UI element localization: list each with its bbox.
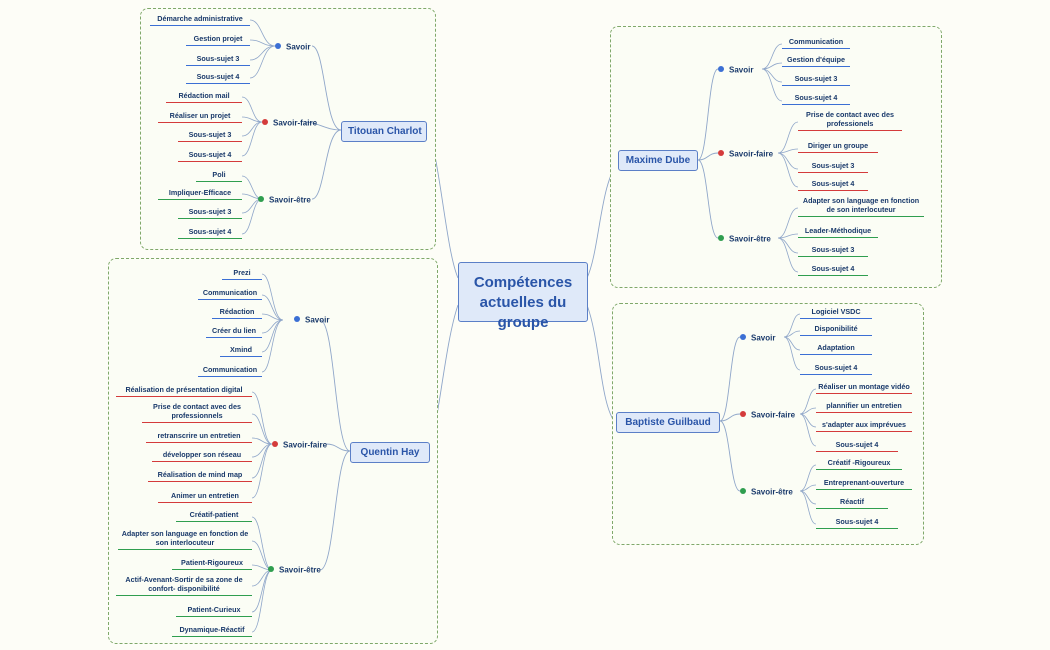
leaf-item[interactable]: Créer du lien: [206, 326, 262, 338]
leaf-item[interactable]: Poli: [196, 170, 242, 182]
leaf-item[interactable]: Réaliser un montage vidéo: [816, 382, 912, 394]
bullet-savoir-etre-icon: [740, 488, 746, 494]
bullet-savoir-faire-icon: [740, 411, 746, 417]
leaf-item[interactable]: Démarche administrative: [150, 14, 250, 26]
bullet-savoir-faire-icon: [262, 119, 268, 125]
bullet-savoir-faire-icon: [718, 150, 724, 156]
category-quentin-savoir[interactable]: Savoir: [294, 315, 329, 324]
leaf-item[interactable]: Gestion d'équipe: [782, 55, 850, 67]
category-baptiste-savoir-etre[interactable]: Savoir-être: [740, 487, 793, 496]
leaf-item[interactable]: Prezi: [222, 268, 262, 280]
bullet-savoir-etre-icon: [268, 566, 274, 572]
leaf-item[interactable]: Sous-sujet 4: [798, 179, 868, 191]
category-titouan-savoir-etre[interactable]: Savoir-être: [258, 195, 311, 204]
bullet-savoir-etre-icon: [718, 235, 724, 241]
person-node-quentin[interactable]: Quentin Hay: [350, 442, 430, 463]
leaf-item[interactable]: Adapter son language en fonction de son interlocuteur: [118, 530, 252, 550]
leaf-item[interactable]: Entreprenant-ouverture: [816, 478, 912, 490]
person-node-maxime[interactable]: Maxime Dube: [618, 150, 698, 171]
leaf-item[interactable]: Réaliser un projet: [158, 111, 242, 123]
person-node-titouan[interactable]: Titouan Charlot: [341, 121, 427, 142]
leaf-item[interactable]: Actif-Avenant-Sortir de sa zone de confort- disponibilité: [116, 576, 252, 596]
leaf-item[interactable]: Animer un entretien: [158, 491, 252, 503]
category-baptiste-savoir-faire[interactable]: Savoir-faire: [740, 410, 795, 419]
leaf-item[interactable]: Prise de contact avec des professionels: [798, 111, 902, 131]
leaf-item[interactable]: Gestion projet: [186, 34, 250, 46]
bullet-savoir-icon: [275, 43, 281, 49]
leaf-item[interactable]: Adapter son language en fonction de son interlocuteur: [798, 197, 924, 217]
leaf-item[interactable]: Adaptation: [800, 343, 872, 355]
leaf-item[interactable]: Sous-sujet 4: [782, 93, 850, 105]
category-titouan-savoir-faire[interactable]: Savoir-faire: [262, 118, 317, 127]
leaf-item[interactable]: Sous-sujet 3: [782, 74, 850, 86]
leaf-item[interactable]: Xmind: [220, 345, 262, 357]
leaf-item[interactable]: Créatif-patient: [176, 510, 252, 522]
leaf-item[interactable]: plannifier un entretien: [816, 401, 912, 413]
leaf-item[interactable]: Sous-sujet 4: [816, 517, 898, 529]
leaf-item[interactable]: Réactif: [816, 497, 888, 509]
leaf-item[interactable]: Disponibilité: [800, 324, 872, 336]
leaf-item[interactable]: retranscrire un entretien: [146, 431, 252, 443]
bullet-savoir-icon: [294, 316, 300, 322]
leaf-item[interactable]: Sous-sujet 3: [178, 207, 242, 219]
category-baptiste-savoir[interactable]: Savoir: [740, 333, 775, 342]
leaf-item[interactable]: Communication: [198, 365, 262, 377]
category-quentin-savoir-faire[interactable]: Savoir-faire: [272, 440, 327, 449]
leaf-item[interactable]: s'adapter aux imprévues: [816, 420, 912, 432]
leaf-item[interactable]: Sous-sujet 4: [178, 227, 242, 239]
leaf-item[interactable]: Patient-Curieux: [176, 605, 252, 617]
leaf-item[interactable]: Réalisation de présentation digital: [116, 385, 252, 397]
leaf-item[interactable]: développer son réseau: [152, 450, 252, 462]
bullet-savoir-icon: [740, 334, 746, 340]
leaf-item[interactable]: Sous-sujet 4: [798, 264, 868, 276]
leaf-item[interactable]: Créatif -Rigoureux: [816, 458, 902, 470]
center-node[interactable]: Compétences actuelles du groupe: [458, 262, 588, 322]
category-maxime-savoir-faire[interactable]: Savoir-faire: [718, 149, 773, 158]
category-maxime-savoir-etre[interactable]: Savoir-être: [718, 234, 771, 243]
bullet-savoir-etre-icon: [258, 196, 264, 202]
bullet-savoir-icon: [718, 66, 724, 72]
leaf-item[interactable]: Communication: [782, 37, 850, 49]
leaf-item[interactable]: Diriger un groupe: [798, 141, 878, 153]
leaf-item[interactable]: Rédaction: [212, 307, 262, 319]
leaf-item[interactable]: Communication: [198, 288, 262, 300]
leaf-item[interactable]: Prise de contact avec des professionnels: [142, 403, 252, 423]
person-node-baptiste[interactable]: Baptiste Guilbaud: [616, 412, 720, 433]
leaf-item[interactable]: Sous-sujet 3: [178, 130, 242, 142]
bullet-savoir-faire-icon: [272, 441, 278, 447]
category-quentin-savoir-etre[interactable]: Savoir-être: [268, 565, 321, 574]
leaf-item[interactable]: Sous-sujet 4: [186, 72, 250, 84]
leaf-item[interactable]: Impliquer-Efficace: [158, 188, 242, 200]
leaf-item[interactable]: Sous-sujet 4: [816, 440, 898, 452]
leaf-item[interactable]: Patient-Rigoureux: [172, 558, 252, 570]
leaf-item[interactable]: Logiciel VSDC: [800, 307, 872, 319]
leaf-item[interactable]: Sous-sujet 3: [186, 54, 250, 66]
leaf-item[interactable]: Dynamique-Réactif: [172, 625, 252, 637]
leaf-item[interactable]: Leader-Méthodique: [798, 226, 878, 238]
leaf-item[interactable]: Sous-sujet 3: [798, 161, 868, 173]
category-maxime-savoir[interactable]: Savoir: [718, 65, 753, 74]
leaf-item[interactable]: Sous-sujet 4: [800, 363, 872, 375]
leaf-item[interactable]: Sous-sujet 4: [178, 150, 242, 162]
leaf-item[interactable]: Réalisation de mind map: [148, 470, 252, 482]
category-titouan-savoir[interactable]: Savoir: [275, 42, 310, 51]
leaf-item[interactable]: Sous-sujet 3: [798, 245, 868, 257]
leaf-item[interactable]: Rédaction mail: [166, 91, 242, 103]
